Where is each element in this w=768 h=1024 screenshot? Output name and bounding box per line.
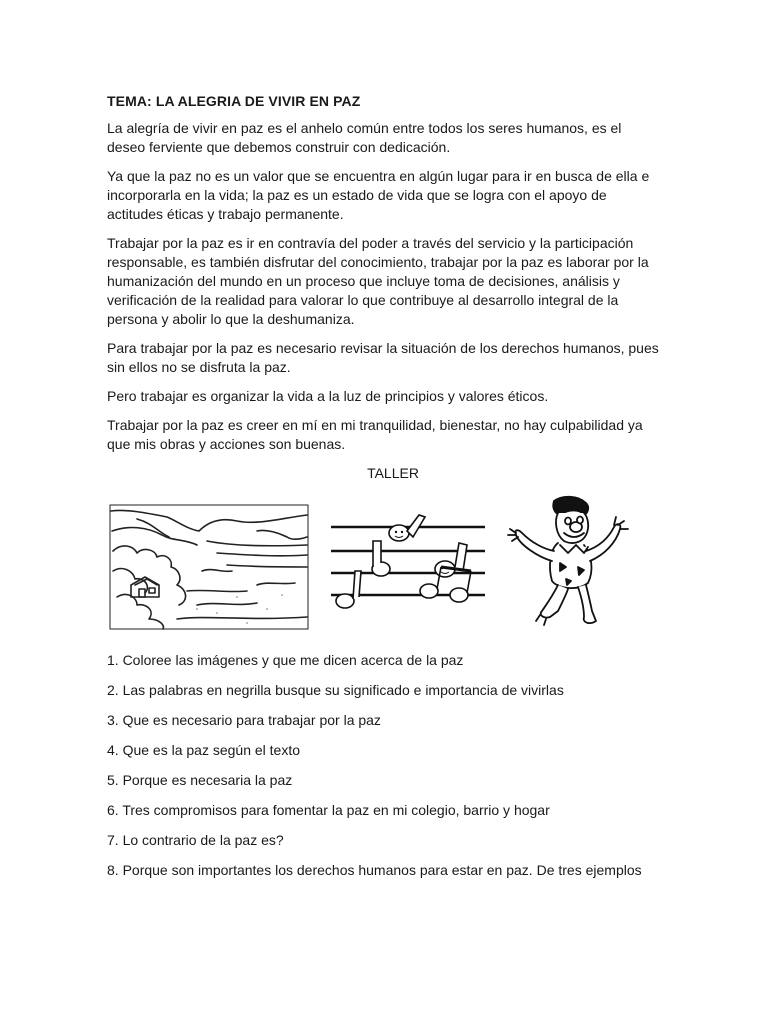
question-1: 1. Coloree las imágenes y que me dicen acerca de la paz — [107, 652, 464, 668]
question-6: 6. Tres compromisos para fomentar la paz en mi colegio, barrio y hogar — [107, 802, 550, 818]
question-7: 7. Lo contrario de la paz es? — [107, 832, 284, 848]
document-content — [107, 92, 659, 891]
question-8: 8. Porque son importantes los derechos humanos para estar en paz. De tres ejemplos — [107, 862, 642, 878]
question-2: 2. Las palabras en negrilla busque su significado e importancia de vivirlas — [107, 682, 564, 698]
paragraph-4: Para trabajar por la paz es necesario revisar la situación de los derechos humanos, pues sin ellos no se disfruta la paz. — [107, 340, 659, 375]
landscape-illustration — [107, 501, 312, 633]
question-4: 4. Que es la paz según el texto — [107, 742, 301, 758]
question-5: 5. Porque es necesaria la paz — [107, 772, 293, 788]
section-heading-taller: TALLER — [367, 465, 419, 481]
paragraph-3: Trabajar por la paz es ir en contravía del poder a través del servicio y la participación responsable, es también disfrutar del conocimiento, trabajar por la paz es laborar por la humanización del mundo en un proceso que incluye toma de decisiones, análisis y verificación de la realidad para valorar lo que contribuye al desarrollo integral de la persona y abolir lo que la deshumaniza. — [107, 235, 649, 327]
paragraph-6: Trabajar por la paz es creer en mí en mi tranquilidad, bienestar, no hay culpabilidad ya que mis obras y acciones son buenas. — [107, 417, 643, 452]
paragraph-5: Pero trabajar es organizar la vida a la luz de principios y valores éticos. — [107, 388, 549, 404]
paragraph-1: La alegría de vivir en paz es el anhelo común entre todos los seres humanos, es el deseo ferviente que debemos construir con dedicación. — [107, 120, 622, 155]
cartoon-character-illustration — [502, 493, 632, 633]
question-3: 3. Que es necesario para trabajar por la paz — [107, 712, 381, 728]
document-title: TEMA: LA ALEGRIA DE VIVIR EN PAZ — [107, 93, 361, 109]
paragraph-2: Ya que la paz no es un valor que se encuentra en algún lugar para ir en busca de ella e incorporarla en la vida; la paz es un estado de vida que se logra con el apoyo de actitudes éticas y trabajo permanente. — [107, 168, 650, 222]
music-notes-illustration — [327, 511, 487, 623]
illustrations-row — [107, 493, 659, 639]
